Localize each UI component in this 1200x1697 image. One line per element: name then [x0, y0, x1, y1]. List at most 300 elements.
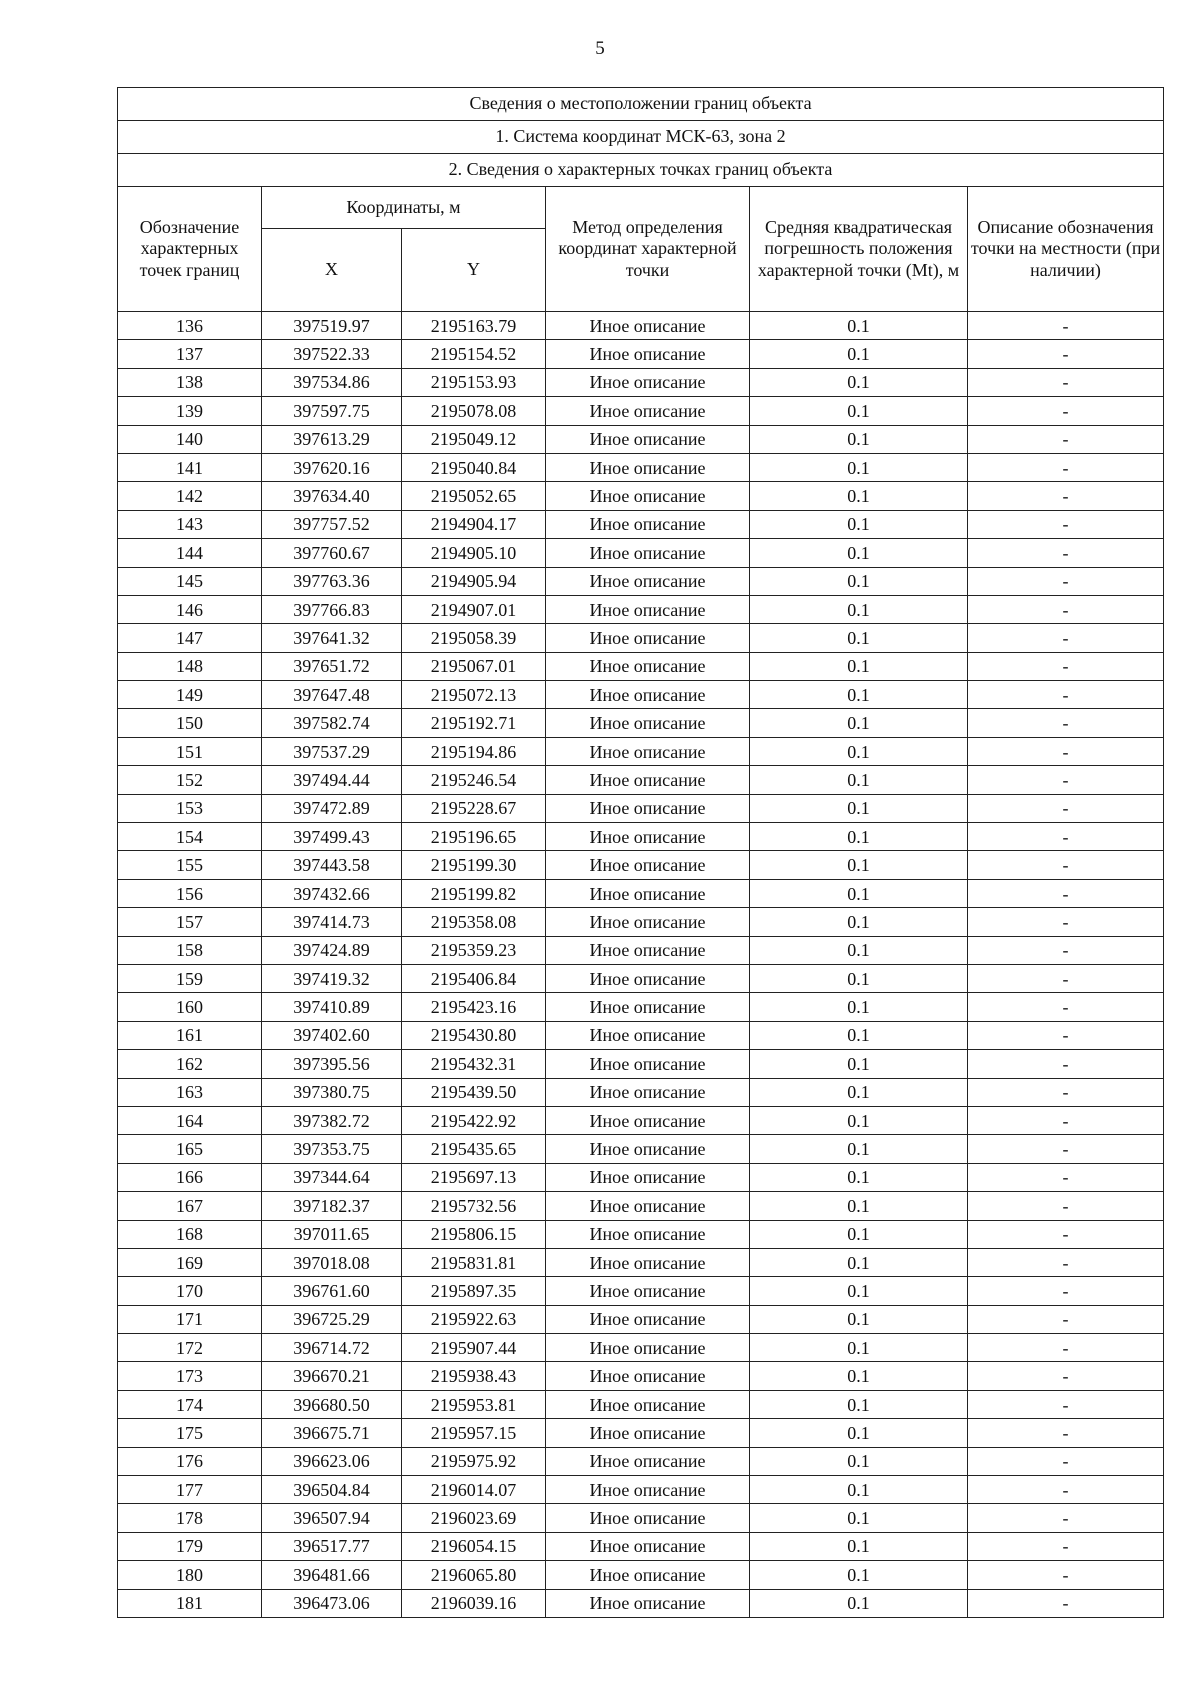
points-section-title: 2. Сведения о характерных точках границ объекта: [118, 154, 1164, 187]
cell-y: 2195358.08: [402, 908, 546, 936]
cell-x: 397641.32: [262, 624, 402, 652]
table-row: [118, 1277, 1164, 1305]
cell-desc: -: [968, 1561, 1164, 1589]
cell-mt: 0.1: [750, 1419, 968, 1447]
cell-y: 2195058.39: [402, 624, 546, 652]
cell-x: 396507.94: [262, 1504, 402, 1532]
cell-x: 396481.66: [262, 1561, 402, 1589]
cell-method: Иное описание: [546, 1447, 750, 1475]
table-row: [118, 482, 1164, 510]
cell-point: 174: [118, 1390, 262, 1418]
cell-mt: 0.1: [750, 1106, 968, 1134]
cell-desc: -: [968, 595, 1164, 623]
cell-x: 396670.21: [262, 1362, 402, 1390]
table-row: [118, 851, 1164, 879]
cell-x: 397499.43: [262, 823, 402, 851]
cell-y: 2195907.44: [402, 1334, 546, 1362]
cell-method: Иное описание: [546, 964, 750, 992]
cell-point: 155: [118, 851, 262, 879]
cell-method: Иное описание: [546, 1476, 750, 1504]
cell-method: Иное описание: [546, 397, 750, 425]
cell-method: Иное описание: [546, 652, 750, 680]
cell-method: Иное описание: [546, 766, 750, 794]
cell-point: 169: [118, 1248, 262, 1276]
cell-method: Иное описание: [546, 1504, 750, 1532]
cell-mt: 0.1: [750, 453, 968, 481]
cell-desc: -: [968, 908, 1164, 936]
cell-method: Иное описание: [546, 595, 750, 623]
cell-point: 153: [118, 794, 262, 822]
cell-desc: -: [968, 993, 1164, 1021]
cell-x: 396473.06: [262, 1589, 402, 1617]
cell-desc: -: [968, 1504, 1164, 1532]
cell-x: 396623.06: [262, 1447, 402, 1475]
cell-mt: 0.1: [750, 595, 968, 623]
cell-method: Иное описание: [546, 737, 750, 765]
coordinate-system-title: 1. Система координат МСК-63, зона 2: [118, 121, 1164, 154]
table-row: [118, 1532, 1164, 1560]
cell-method: Иное описание: [546, 794, 750, 822]
table-row: [118, 1504, 1164, 1532]
cell-x: 397380.75: [262, 1078, 402, 1106]
cell-x: 397534.86: [262, 368, 402, 396]
cell-method: Иное описание: [546, 425, 750, 453]
cell-y: 2195439.50: [402, 1078, 546, 1106]
table-row: [118, 794, 1164, 822]
cell-desc: -: [968, 1106, 1164, 1134]
cell-mt: 0.1: [750, 737, 968, 765]
cell-method: Иное описание: [546, 340, 750, 368]
cell-y: 2195697.13: [402, 1163, 546, 1191]
cell-desc: -: [968, 624, 1164, 652]
cell-desc: -: [968, 851, 1164, 879]
cell-point: 144: [118, 539, 262, 567]
cell-mt: 0.1: [750, 652, 968, 680]
cell-point: 179: [118, 1532, 262, 1560]
table-row: [118, 1135, 1164, 1163]
cell-desc: -: [968, 1021, 1164, 1049]
cell-x: 396504.84: [262, 1476, 402, 1504]
cell-method: Иное описание: [546, 1589, 750, 1617]
cell-y: 2195049.12: [402, 425, 546, 453]
title-row-1: [118, 88, 1164, 121]
cell-mt: 0.1: [750, 908, 968, 936]
cell-x: 397443.58: [262, 851, 402, 879]
table-row: [118, 737, 1164, 765]
cell-point: 171: [118, 1305, 262, 1333]
cell-method: Иное описание: [546, 368, 750, 396]
cell-x: 397651.72: [262, 652, 402, 680]
cell-point: 164: [118, 1106, 262, 1134]
cell-mt: 0.1: [750, 368, 968, 396]
cell-mt: 0.1: [750, 936, 968, 964]
cell-mt: 0.1: [750, 1078, 968, 1106]
cell-point: 139: [118, 397, 262, 425]
cell-point: 145: [118, 567, 262, 595]
cell-desc: -: [968, 510, 1164, 538]
header-y: Y: [402, 229, 546, 312]
header-error: Средняя квадратическая погрешность положения характерной точки (Mt), м: [750, 187, 968, 312]
cell-desc: -: [968, 737, 1164, 765]
cell-x: 397597.75: [262, 397, 402, 425]
cell-y: 2195897.35: [402, 1277, 546, 1305]
table-row: [118, 908, 1164, 936]
table-row: [118, 766, 1164, 794]
cell-point: 163: [118, 1078, 262, 1106]
cell-mt: 0.1: [750, 1447, 968, 1475]
cell-mt: 0.1: [750, 1334, 968, 1362]
cell-point: 149: [118, 681, 262, 709]
header-description: Описание обозначения точки на местности (при наличии): [968, 187, 1164, 312]
cell-x: 397011.65: [262, 1220, 402, 1248]
cell-desc: -: [968, 1419, 1164, 1447]
cell-y: 2195072.13: [402, 681, 546, 709]
cell-point: 148: [118, 652, 262, 680]
cell-mt: 0.1: [750, 1390, 968, 1418]
table-row: [118, 510, 1164, 538]
cell-x: 397522.33: [262, 340, 402, 368]
cell-desc: -: [968, 1532, 1164, 1560]
cell-mt: 0.1: [750, 1305, 968, 1333]
cell-mt: 0.1: [750, 681, 968, 709]
cell-desc: -: [968, 964, 1164, 992]
cell-point: 177: [118, 1476, 262, 1504]
cell-desc: -: [968, 1277, 1164, 1305]
cell-mt: 0.1: [750, 1589, 968, 1617]
cell-desc: -: [968, 1390, 1164, 1418]
cell-x: 397472.89: [262, 794, 402, 822]
title-row-3: [118, 154, 1164, 187]
cell-point: 140: [118, 425, 262, 453]
cell-point: 152: [118, 766, 262, 794]
cell-y: 2194905.94: [402, 567, 546, 595]
cell-method: Иное описание: [546, 1192, 750, 1220]
cell-point: 173: [118, 1362, 262, 1390]
cell-mt: 0.1: [750, 1362, 968, 1390]
table-row: [118, 936, 1164, 964]
cell-x: 397414.73: [262, 908, 402, 936]
table-row: [118, 1419, 1164, 1447]
cell-desc: -: [968, 368, 1164, 396]
cell-y: 2195732.56: [402, 1192, 546, 1220]
cell-method: Иное описание: [546, 1248, 750, 1276]
table-row: [118, 823, 1164, 851]
cell-point: 151: [118, 737, 262, 765]
cell-method: Иное описание: [546, 993, 750, 1021]
cell-x: 397494.44: [262, 766, 402, 794]
cell-method: Иное описание: [546, 1021, 750, 1049]
cell-method: Иное описание: [546, 936, 750, 964]
cell-desc: -: [968, 1305, 1164, 1333]
table-row: [118, 1220, 1164, 1248]
cell-mt: 0.1: [750, 510, 968, 538]
table-row: [118, 709, 1164, 737]
cell-y: 2195199.30: [402, 851, 546, 879]
cell-y: 2195199.82: [402, 879, 546, 907]
table-row: [118, 1362, 1164, 1390]
cell-y: 2195938.43: [402, 1362, 546, 1390]
cell-x: 396714.72: [262, 1334, 402, 1362]
cell-x: 396675.71: [262, 1419, 402, 1447]
cell-y: 2196014.07: [402, 1476, 546, 1504]
cell-mt: 0.1: [750, 1021, 968, 1049]
table-row: [118, 312, 1164, 340]
cell-desc: -: [968, 425, 1164, 453]
header-coords: Координаты, м: [262, 187, 546, 229]
cell-mt: 0.1: [750, 340, 968, 368]
cell-point: 175: [118, 1419, 262, 1447]
cell-mt: 0.1: [750, 1561, 968, 1589]
table-row: [118, 453, 1164, 481]
cell-point: 158: [118, 936, 262, 964]
cell-x: 397344.64: [262, 1163, 402, 1191]
cell-method: Иное описание: [546, 1220, 750, 1248]
table-row: [118, 879, 1164, 907]
table-row: [118, 1192, 1164, 1220]
cell-y: 2196065.80: [402, 1561, 546, 1589]
cell-point: 147: [118, 624, 262, 652]
cell-y: 2195246.54: [402, 766, 546, 794]
cell-method: Иное описание: [546, 453, 750, 481]
table-row: [118, 1078, 1164, 1106]
cell-point: 138: [118, 368, 262, 396]
cell-desc: -: [968, 567, 1164, 595]
cell-y: 2195406.84: [402, 964, 546, 992]
table-row: [118, 567, 1164, 595]
cell-desc: -: [968, 1050, 1164, 1078]
cell-x: 397419.32: [262, 964, 402, 992]
cell-method: Иное описание: [546, 1106, 750, 1134]
cell-method: Иное описание: [546, 709, 750, 737]
cell-x: 397613.29: [262, 425, 402, 453]
cell-point: 168: [118, 1220, 262, 1248]
cell-y: 2196054.15: [402, 1532, 546, 1560]
cell-method: Иное описание: [546, 1305, 750, 1333]
cell-method: Иное описание: [546, 1078, 750, 1106]
cell-y: 2195359.23: [402, 936, 546, 964]
cell-x: 397620.16: [262, 453, 402, 481]
cell-desc: -: [968, 312, 1164, 340]
cell-method: Иное описание: [546, 510, 750, 538]
cell-point: 154: [118, 823, 262, 851]
boundary-points-table: [117, 87, 1164, 1618]
cell-x: 397519.97: [262, 312, 402, 340]
cell-y: 2195430.80: [402, 1021, 546, 1049]
cell-method: Иное описание: [546, 681, 750, 709]
table-row: [118, 1334, 1164, 1362]
cell-mt: 0.1: [750, 624, 968, 652]
cell-method: Иное описание: [546, 908, 750, 936]
cell-y: 2195192.71: [402, 709, 546, 737]
cell-method: Иное описание: [546, 823, 750, 851]
table-row: [118, 1589, 1164, 1617]
cell-method: Иное описание: [546, 1135, 750, 1163]
cell-x: 397763.36: [262, 567, 402, 595]
cell-point: 166: [118, 1163, 262, 1191]
cell-point: 178: [118, 1504, 262, 1532]
cell-y: 2195806.15: [402, 1220, 546, 1248]
cell-method: Иное описание: [546, 624, 750, 652]
cell-y: 2195975.92: [402, 1447, 546, 1475]
cell-mt: 0.1: [750, 709, 968, 737]
cell-point: 143: [118, 510, 262, 538]
cell-x: 397382.72: [262, 1106, 402, 1134]
cell-y: 2195052.65: [402, 482, 546, 510]
cell-desc: -: [968, 340, 1164, 368]
cell-mt: 0.1: [750, 397, 968, 425]
cell-desc: -: [968, 1220, 1164, 1248]
cell-mt: 0.1: [750, 993, 968, 1021]
cell-method: Иное описание: [546, 1050, 750, 1078]
cell-x: 397757.52: [262, 510, 402, 538]
table-row: [118, 1390, 1164, 1418]
table-title: Сведения о местоположении границ объекта: [118, 88, 1164, 121]
cell-x: 396761.60: [262, 1277, 402, 1305]
cell-mt: 0.1: [750, 539, 968, 567]
table-row: [118, 993, 1164, 1021]
cell-desc: -: [968, 652, 1164, 680]
cell-y: 2195153.93: [402, 368, 546, 396]
cell-method: Иное описание: [546, 539, 750, 567]
cell-desc: -: [968, 1589, 1164, 1617]
cell-x: 396517.77: [262, 1532, 402, 1560]
cell-y: 2195196.65: [402, 823, 546, 851]
cell-method: Иное описание: [546, 1561, 750, 1589]
cell-point: 141: [118, 453, 262, 481]
cell-desc: -: [968, 1163, 1164, 1191]
cell-y: 2195194.86: [402, 737, 546, 765]
cell-mt: 0.1: [750, 312, 968, 340]
cell-method: Иное описание: [546, 1163, 750, 1191]
cell-desc: -: [968, 482, 1164, 510]
cell-desc: -: [968, 681, 1164, 709]
cell-x: 396680.50: [262, 1390, 402, 1418]
cell-desc: -: [968, 794, 1164, 822]
cell-point: 142: [118, 482, 262, 510]
cell-mt: 0.1: [750, 879, 968, 907]
cell-method: Иное описание: [546, 1334, 750, 1362]
table-row: [118, 425, 1164, 453]
cell-desc: -: [968, 766, 1164, 794]
cell-y: 2196023.69: [402, 1504, 546, 1532]
table-row: [118, 624, 1164, 652]
page-number: 5: [595, 38, 605, 59]
cell-point: 180: [118, 1561, 262, 1589]
cell-y: 2194907.01: [402, 595, 546, 623]
table-row: [118, 595, 1164, 623]
cell-point: 161: [118, 1021, 262, 1049]
cell-desc: -: [968, 1248, 1164, 1276]
table-row: [118, 1248, 1164, 1276]
cell-x: 397432.66: [262, 879, 402, 907]
cell-x: 397760.67: [262, 539, 402, 567]
cell-mt: 0.1: [750, 425, 968, 453]
cell-desc: -: [968, 453, 1164, 481]
cell-x: 396725.29: [262, 1305, 402, 1333]
cell-x: 397582.74: [262, 709, 402, 737]
cell-mt: 0.1: [750, 1220, 968, 1248]
cell-x: 397424.89: [262, 936, 402, 964]
table-row: [118, 1106, 1164, 1134]
cell-mt: 0.1: [750, 964, 968, 992]
cell-y: 2195067.01: [402, 652, 546, 680]
table-row: [118, 397, 1164, 425]
cell-y: 2195154.52: [402, 340, 546, 368]
cell-desc: -: [968, 1362, 1164, 1390]
cell-point: 157: [118, 908, 262, 936]
cell-x: 397395.56: [262, 1050, 402, 1078]
header-row-1: [118, 187, 1164, 229]
table-row: [118, 1447, 1164, 1475]
cell-mt: 0.1: [750, 851, 968, 879]
cell-mt: 0.1: [750, 482, 968, 510]
cell-y: 2195040.84: [402, 453, 546, 481]
cell-point: 160: [118, 993, 262, 1021]
cell-desc: -: [968, 936, 1164, 964]
table-row: [118, 539, 1164, 567]
title-row-2: [118, 121, 1164, 154]
cell-mt: 0.1: [750, 567, 968, 595]
cell-desc: -: [968, 1135, 1164, 1163]
cell-y: 2195953.81: [402, 1390, 546, 1418]
cell-desc: -: [968, 1078, 1164, 1106]
cell-y: 2194904.17: [402, 510, 546, 538]
cell-desc: -: [968, 823, 1164, 851]
cell-point: 136: [118, 312, 262, 340]
cell-y: 2195423.16: [402, 993, 546, 1021]
cell-point: 156: [118, 879, 262, 907]
cell-point: 176: [118, 1447, 262, 1475]
cell-x: 397353.75: [262, 1135, 402, 1163]
cell-x: 397402.60: [262, 1021, 402, 1049]
table-row: [118, 964, 1164, 992]
cell-point: 159: [118, 964, 262, 992]
cell-method: Иное описание: [546, 1277, 750, 1305]
cell-point: 137: [118, 340, 262, 368]
cell-desc: -: [968, 879, 1164, 907]
cell-point: 172: [118, 1334, 262, 1362]
cell-method: Иное описание: [546, 1390, 750, 1418]
header-point: Обозначение характерных точек границ: [118, 187, 262, 312]
cell-mt: 0.1: [750, 1192, 968, 1220]
cell-method: Иное описание: [546, 567, 750, 595]
cell-method: Иное описание: [546, 1419, 750, 1447]
cell-desc: -: [968, 1192, 1164, 1220]
cell-x: 397182.37: [262, 1192, 402, 1220]
cell-x: 397634.40: [262, 482, 402, 510]
cell-desc: -: [968, 539, 1164, 567]
cell-y: 2195432.31: [402, 1050, 546, 1078]
table-row: [118, 1305, 1164, 1333]
cell-method: Иное описание: [546, 1532, 750, 1560]
cell-method: Иное описание: [546, 879, 750, 907]
cell-desc: -: [968, 1334, 1164, 1362]
cell-mt: 0.1: [750, 766, 968, 794]
table-row: [118, 340, 1164, 368]
cell-y: 2195957.15: [402, 1419, 546, 1447]
table-row: [118, 1476, 1164, 1504]
cell-y: 2195922.63: [402, 1305, 546, 1333]
cell-mt: 0.1: [750, 1532, 968, 1560]
cell-method: Иное описание: [546, 312, 750, 340]
cell-point: 167: [118, 1192, 262, 1220]
cell-desc: -: [968, 709, 1164, 737]
cell-mt: 0.1: [750, 794, 968, 822]
cell-y: 2196039.16: [402, 1589, 546, 1617]
cell-mt: 0.1: [750, 1277, 968, 1305]
cell-x: 397018.08: [262, 1248, 402, 1276]
cell-y: 2195435.65: [402, 1135, 546, 1163]
